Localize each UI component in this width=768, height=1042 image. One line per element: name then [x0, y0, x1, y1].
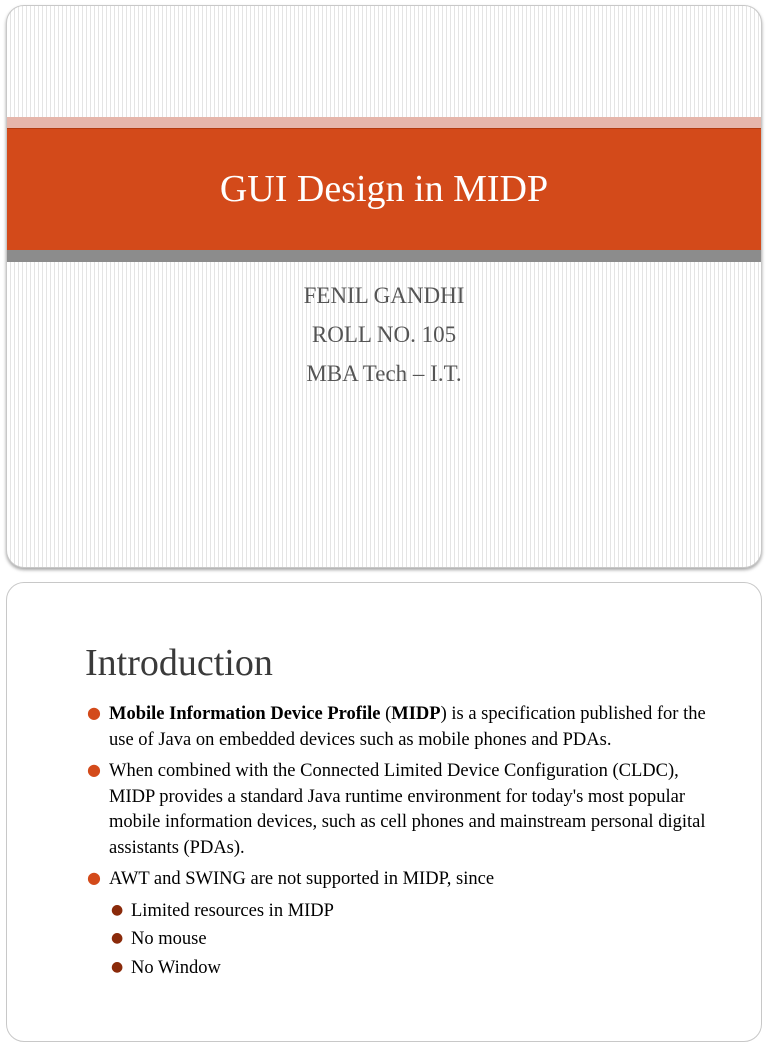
sub-bullet-text: Limited resources in MIDP: [131, 900, 334, 921]
roll-number: ROLL NO. 105: [311, 322, 457, 347]
slide-title: GUI Design in MIDP: [219, 168, 549, 210]
sub-list-item: [87, 899, 727, 925]
bold-term: MIDP: [391, 704, 441, 724]
list-item: [87, 702, 727, 753]
program-name: MBA Tech – I.T.: [306, 361, 462, 386]
bullet-text: AWT and SWING are not supported in MIDP, since: [109, 869, 495, 889]
slide-heading: Introduction: [85, 642, 273, 684]
list-item: [87, 867, 727, 893]
sub-bullet-text: No Window: [131, 957, 221, 978]
text-run: (: [380, 704, 392, 724]
slide-subtitle: [7, 276, 761, 393]
list-item: [87, 759, 727, 861]
bold-term: Mobile Information Device Profile: [109, 704, 381, 724]
bullet-text: When combined with the Connected Limited Device Configuration (CLDC), MIDP provides a standard Java runtime environment for today's most popular mobile information devices, such as cell phones and mainstream personal digital assistants (PDAs).: [109, 761, 706, 858]
sub-bullet-icon: ●: [111, 901, 124, 918]
sub-bullet-icon: ●: [111, 958, 124, 975]
bullet-list: [87, 702, 727, 984]
bullet-icon: ●: [87, 760, 101, 779]
sub-list-item: [87, 956, 727, 982]
title-slide: [6, 5, 762, 568]
sub-bullet-icon: ●: [111, 930, 124, 946]
title-band-bottom-stripe: [7, 250, 761, 262]
bullet-icon: ●: [87, 868, 101, 887]
introduction-slide: [6, 582, 762, 1042]
bullet-icon: ●: [87, 703, 101, 722]
sub-bullet-text: No mouse: [131, 929, 207, 949]
author-name: FENIL GANDHI: [303, 283, 465, 308]
title-band-top-stripe: [7, 117, 761, 128]
text-run: ) is a specification published for the use of Java on embedded devices such as mobile phones and PDAs.: [109, 704, 706, 750]
sub-list-item: [87, 927, 727, 953]
